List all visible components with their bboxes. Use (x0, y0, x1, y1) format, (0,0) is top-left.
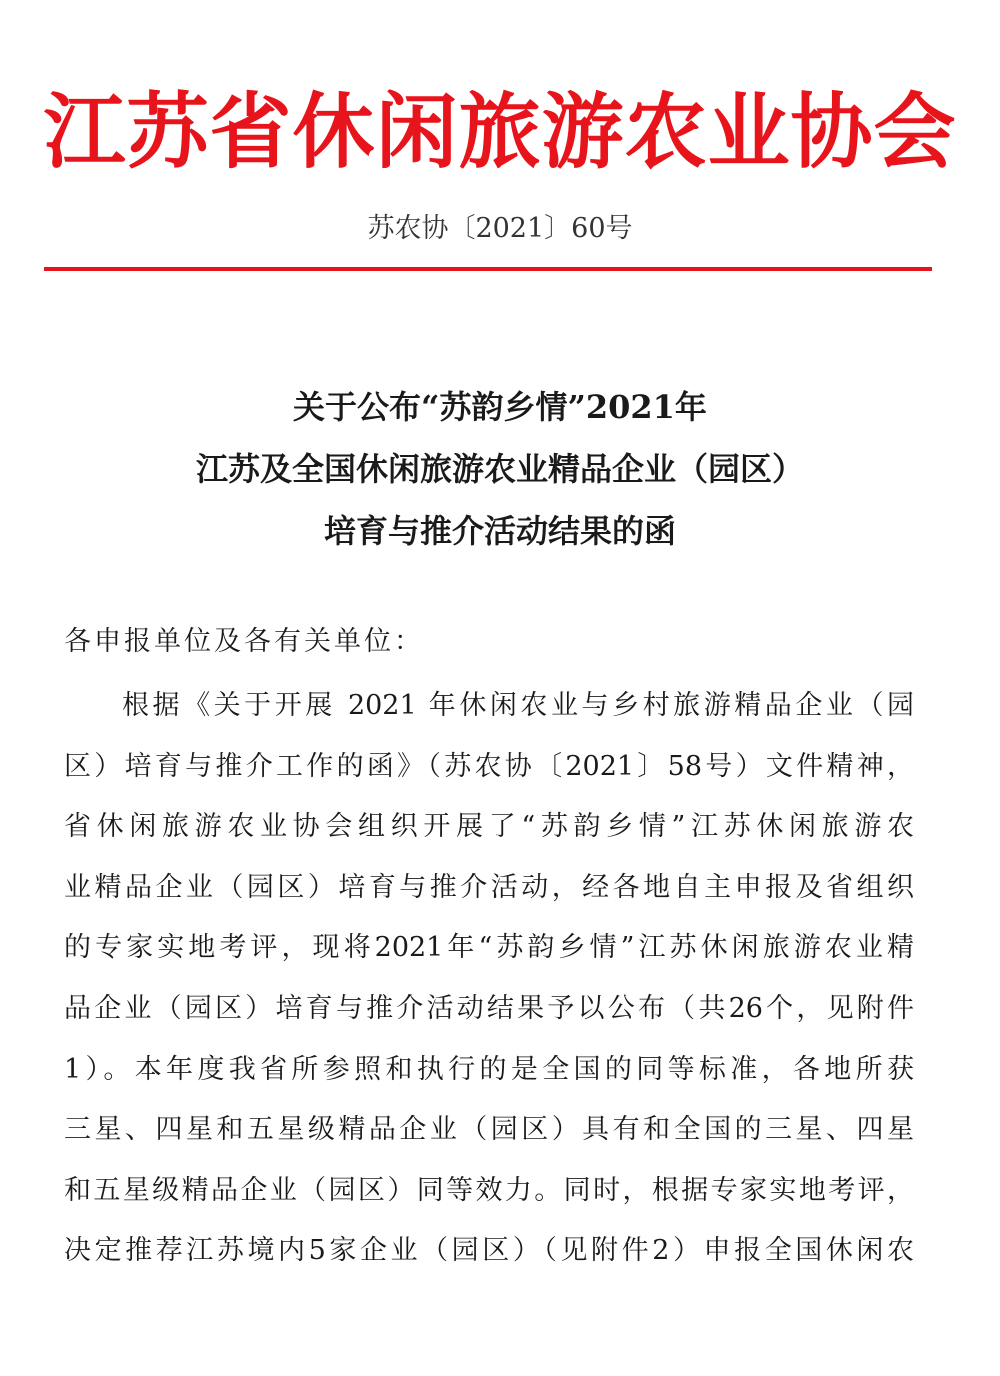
organization-masthead: 江苏省休闲旅游农业协会 (43, 85, 957, 180)
body-line: 区）培育与推介工作的函》（苏农协〔2021〕58号）文件精神， (64, 750, 914, 782)
body-line: 品企业（园区）培育与推介活动结果予以公布（共26个，见附件 (64, 992, 914, 1024)
salutation: 各申报单位及各有关单位： (64, 626, 424, 657)
body-line: 根据《关于开展 2021 年休闲农业与乡村旅游精品企业（园 (122, 690, 914, 721)
body-line: 省休闲旅游农业协会组织开展了“苏韵乡情”江苏休闲旅游农 (64, 811, 914, 843)
body-line: 的专家实地考评，现将2021年“苏韵乡情”江苏休闲旅游农业精 (64, 932, 914, 964)
title-line: 培育与推介活动结果的函 (323, 512, 676, 550)
red-header-rule (44, 267, 932, 271)
body-line: 三星、四星和五星级精品企业（园区）具有和全国的三星、四星 (64, 1114, 914, 1146)
title-line: 关于公布“苏韵乡情”2021年 (293, 388, 707, 426)
title-line: 江苏及全国休闲旅游农业精品企业（园区） (195, 450, 804, 488)
body-line: 和五星级精品企业（园区）同等效力。同时，根据专家实地考评， (64, 1174, 914, 1206)
document-title (0, 376, 1000, 562)
body-line: 决定推荐江苏境内5家企业（园区）（见附件2）申报全国休闲农 (64, 1235, 914, 1267)
body-line: 1）。本年度我省所参照和执行的是全国的同等标准，各地所获 (64, 1053, 914, 1085)
body-paragraph (64, 676, 914, 1282)
document-number: 苏农协〔2021〕60号 (367, 213, 633, 244)
body-line: 业精品企业（园区）培育与推介活动，经各地自主申报及省组织 (64, 871, 914, 903)
